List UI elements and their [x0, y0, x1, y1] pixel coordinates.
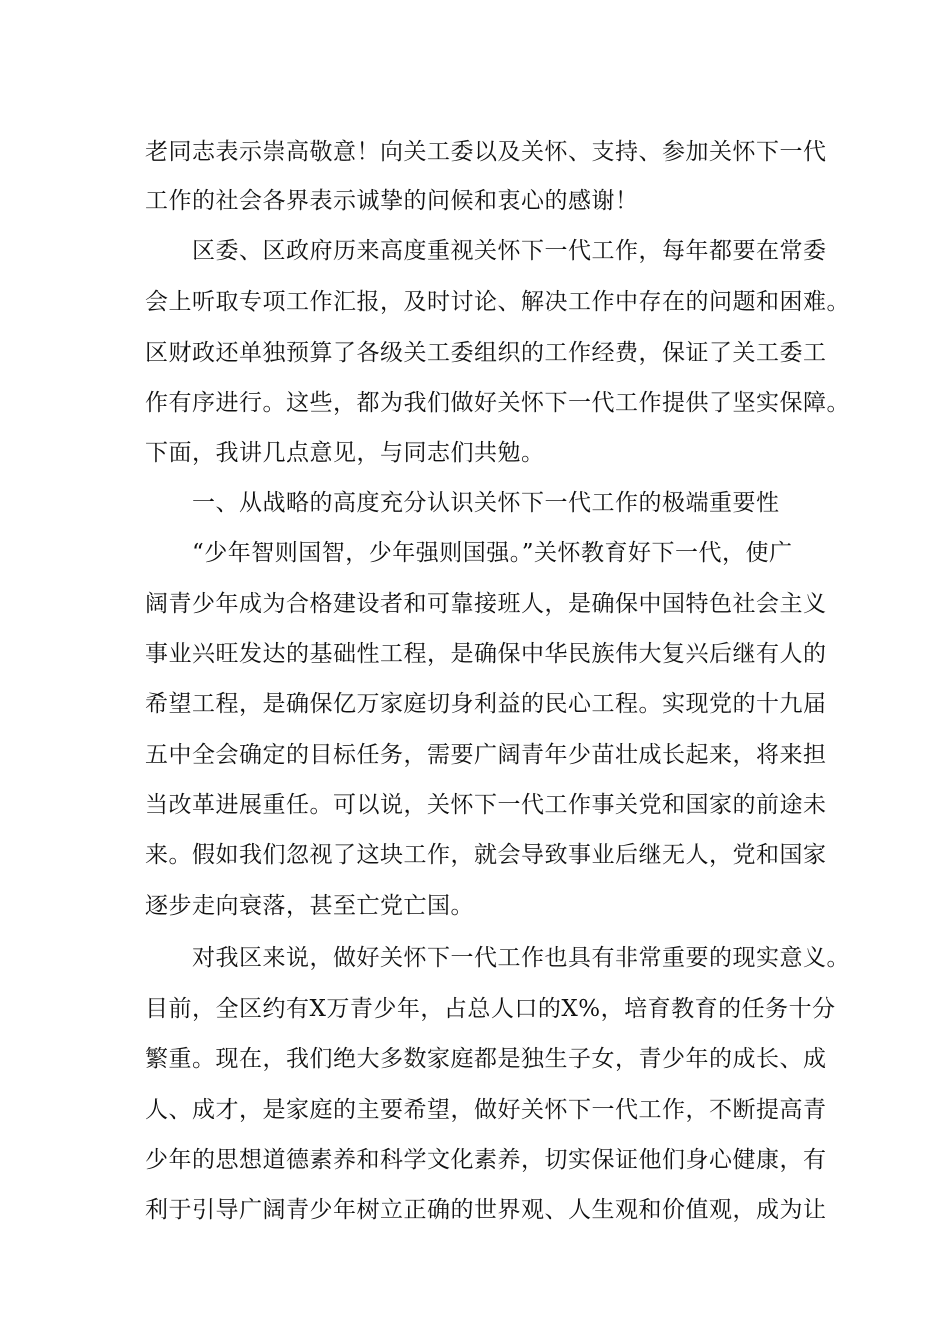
text-line: 事业兴旺发达的基础性工程，是确保中华民族伟大复兴后继有人的 — [145, 641, 827, 667]
text-line: 作有序进行。这些，都为我们做好关怀下一代工作提供了坚实保障。 — [145, 390, 850, 416]
text-line: 老同志表示崇高敬意！向关工委以及关怀、支持、参加关怀下一代 — [145, 139, 827, 165]
text-line: 利于引导广阔青少年树立正确的世界观、人生观和价值观，成为让 — [145, 1197, 827, 1223]
text-line: 希望工程，是确保亿万家庭切身利益的民心工程。实现党的十九届 — [145, 691, 827, 717]
text-line: 当改革进展重任。可以说，关怀下一代工作事关党和国家的前途未 — [145, 792, 827, 818]
text-line: 逐步走向衰落，甚至亡党亡国。 — [145, 893, 474, 919]
text-line: 阔青少年成为合格建设者和可靠接班人，是确保中国特色社会主义 — [145, 591, 827, 617]
text-line: 工作的社会各界表示诚挚的问候和衷心的感谢！ — [145, 188, 639, 214]
text-line: 区委、区政府历来高度重视关怀下一代工作，每年都要在常委 — [192, 238, 827, 264]
text-line: 会上听取专项工作汇报，及时讨论、解决工作中存在的问题和困难。 — [145, 289, 850, 315]
text-line: 区财政还单独预算了各级关工委组织的工作经费，保证了关工委工 — [145, 340, 827, 366]
text-line: 下面，我讲几点意见，与同志们共勉。 — [145, 440, 545, 466]
text-line: “少年智则国智，少年强则国强。”关怀教育好下一代，使广 — [192, 540, 793, 566]
text-line: 对我区来说，做好关怀下一代工作也具有非常重要的现实意义。 — [192, 945, 850, 971]
text-line: 少年的思想道德素养和科学文化素养，切实保证他们身心健康，有 — [145, 1147, 827, 1173]
text-line: 来。假如我们忽视了这块工作，就会导致事业后继无人，党和国家 — [145, 842, 827, 868]
text-line: 繁重。现在，我们绝大多数家庭都是独生子女，青少年的成长、成 — [145, 1046, 827, 1072]
text-line: 五中全会确定的目标任务，需要广阔青年少苗壮成长起来，将来担 — [145, 742, 827, 768]
text-line: 目前，全区约有X万青少年，占总人口的X%，培育教育的任务十分 — [145, 996, 836, 1022]
text-line: 人、成才，是家庭的主要希望，做好关怀下一代工作，不断提高青 — [145, 1097, 827, 1123]
section-heading: 一、从战略的高度充分认识关怀下一代工作的极端重要性 — [192, 490, 780, 516]
